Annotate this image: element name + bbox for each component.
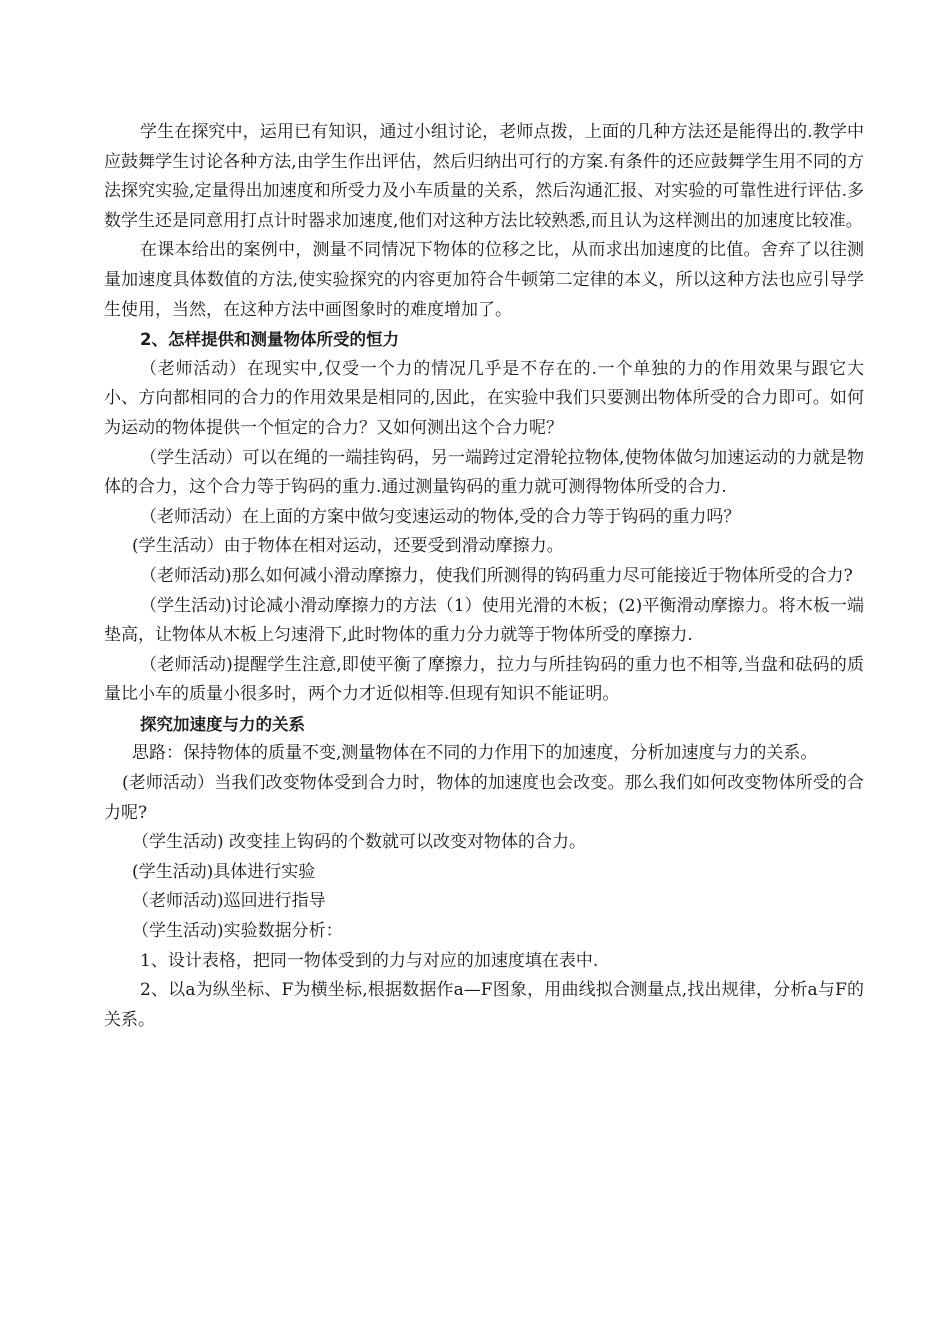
paragraph-student-activity-6: （学生活动)实验数据分析： — [132, 921, 343, 942]
paragraph-teacher-activity-1: （老师活动）在现实中,仅受一个力的情况几乎是不存在的.一个单独的力的作用效果与跟它大小、方向都相同的合力的作用效果是相同的,因此，在实验中我们只要测出物体所受的合力即可。如何为运动的物体提供一个恒定的合力？又如何测出这个合力呢？ — [104, 358, 864, 438]
paragraph-teacher-activity-4: （老师活动)提醒学生注意,即使平衡了摩擦力，拉力与所挂钩码的重力也不相等,当盘和砝码的质量比小车的质量小很多时，两个力才近似相等.但现有知识不能证明。 — [104, 654, 864, 705]
paragraph-student-activity-4: （学生活动) 改变挂上钩码的个数就可以改变对物体的合力。 — [132, 832, 587, 853]
list-item-plot-graph: 2、以a为纵坐标、F为横坐标,根据数据作a—F图象，用曲线拟合测量点,找出规律，分析a与F的关系。 — [104, 980, 864, 1030]
paragraph-teacher-activity-6: （老师活动)巡回进行指导 — [132, 891, 326, 912]
paragraph-student-inquiry: 学生在探究中，运用已有知识，通过小组讨论，老师点拨，上面的几种方法还是能得出的.教学中应鼓舞学生讨论各种方法,由学生作出评估，然后归纳出可行的方案.有条件的还应鼓舞学生用不同的方法探究实验,定量得出加速度和所受力及小车质量的关系，然后沟通汇报、对实验的可靠性进行评估.多数学生还是同意用打点计时器求加速度,他们对这种方法比较熟悉,而且认为这样测出的加速度比较准。 — [104, 122, 864, 231]
paragraph-teacher-activity-3: （老师活动)那么如何减小滑动摩擦力，使我们所测得的钩码重力尽可能接近于物体所受的合力? — [140, 565, 853, 586]
paragraph-teacher-activity-2: （老师活动）在上面的方案中做匀变速运动的物体,受的合力等于钩码的重力吗？ — [140, 506, 741, 527]
paragraph-student-activity-1: （学生活动）可以在绳的一端挂钩码，另一端跨过定滑轮拉物体,使物体做匀加速运动的力就是物体的合力，这个合力等于钩码的重力.通过测量钩码的重力就可测得物体所受的合力. — [104, 447, 864, 498]
paragraph-textbook-case: 在课本给出的案例中，测量不同情况下物体的位移之比，从而求出加速度的比值。舍弃了以往测量加速度具体数值的方法,使实验探究的内容更加符合牛顿第二定律的本义，所以这种方法也应引导学生使用，当然，在这种方法中画图象时的难度增加了。 — [104, 240, 864, 320]
section-heading-constant-force: 2、怎样提供和测量物体所受的恒力 — [140, 330, 399, 350]
paragraph-student-activity-3: （学生活动)讨论减小滑动摩擦力的方法（1）使用光滑的木板；(2)平衡滑动摩擦力。将木板一端垫高，让物体从木板上匀速滑下,此时物体的重力分力就等于物体所受的摩擦力. — [104, 595, 864, 646]
document-body — [104, 118, 864, 1035]
paragraph-teacher-activity-5: (老师活动）当我们改变物体受到合力时，物体的加速度也会改变。那么我们如何改变物体所受的合力呢? — [104, 773, 864, 823]
paragraph-student-activity-2: (学生活动）由于物体在相对运动，还要受到滑动摩擦力。 — [132, 536, 564, 557]
list-item-design-table: 1、设计表格，把同一物体受到的力与对应的加速度填在表中. — [140, 950, 599, 971]
paragraph-student-activity-5: (学生活动)具体进行实验 — [132, 861, 316, 882]
section-heading-acceleration-force: 探究加速度与力的关系 — [140, 714, 305, 734]
paragraph-approach: 思路：保持物体的质量不变,测量物体在不同的力作用下的加速度，分析加速度与力的关系。 — [132, 743, 818, 764]
